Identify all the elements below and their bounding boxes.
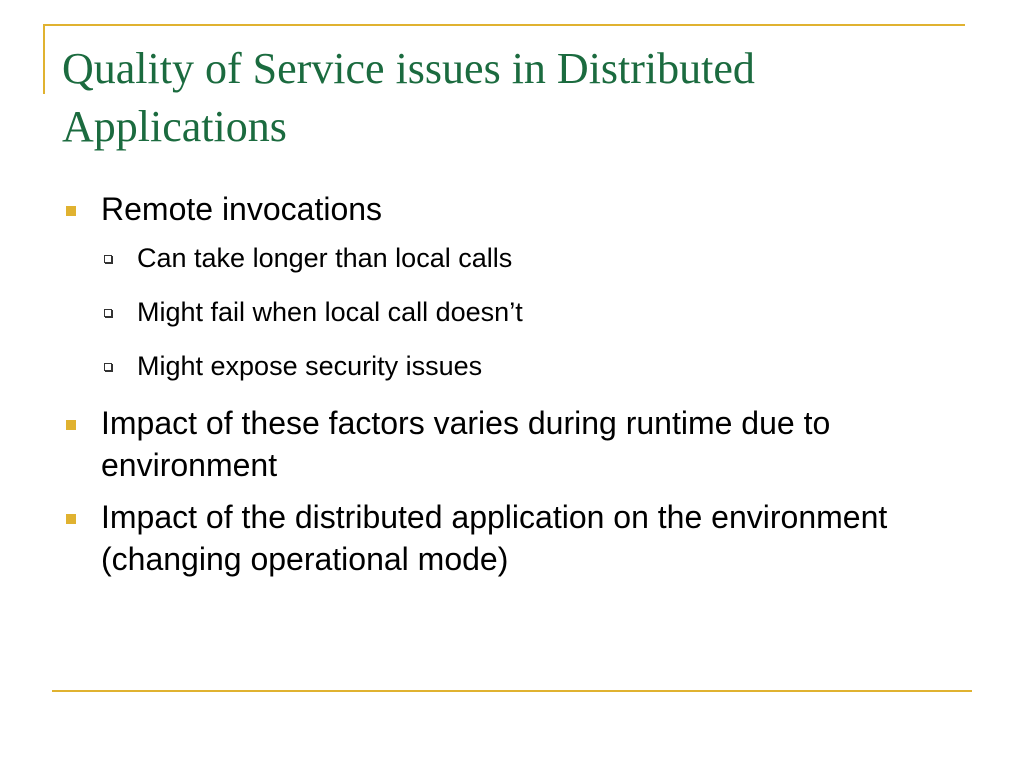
hollow-square-bullet-icon	[104, 255, 112, 263]
bullet-text: Impact of these factors varies during runtime due to environment	[101, 405, 831, 483]
hollow-square-bullet-icon	[104, 363, 112, 371]
sub-bullet-text: Might expose security issues	[137, 351, 483, 381]
square-bullet-icon	[66, 514, 76, 524]
bullet-text: Remote invocations	[101, 191, 383, 227]
slide-title: Quality of Service issues in Distributed Applications	[62, 44, 755, 151]
hollow-square-bullet-icon	[104, 309, 112, 317]
sub-bullet-text: Might fail when local call doesn’t	[137, 297, 523, 327]
bullet-item	[0, 188, 1024, 384]
bottom-divider-line	[52, 690, 972, 692]
bullet-item	[0, 496, 1024, 580]
left-accent-line	[43, 24, 45, 94]
square-bullet-icon	[66, 206, 76, 216]
square-bullet-icon	[66, 420, 76, 430]
sub-bullet-text: Can take longer than local calls	[137, 243, 513, 273]
sub-bullet-item	[101, 240, 964, 276]
sub-bullet-item	[101, 348, 964, 384]
bullet-list	[0, 188, 1024, 590]
sub-bullet-list	[101, 240, 964, 384]
top-divider-line	[43, 24, 965, 26]
bullet-item	[0, 402, 1024, 486]
bullet-text: Impact of the distributed application on the environment (changing operational mode)	[101, 499, 888, 577]
sub-bullet-item	[101, 294, 964, 330]
